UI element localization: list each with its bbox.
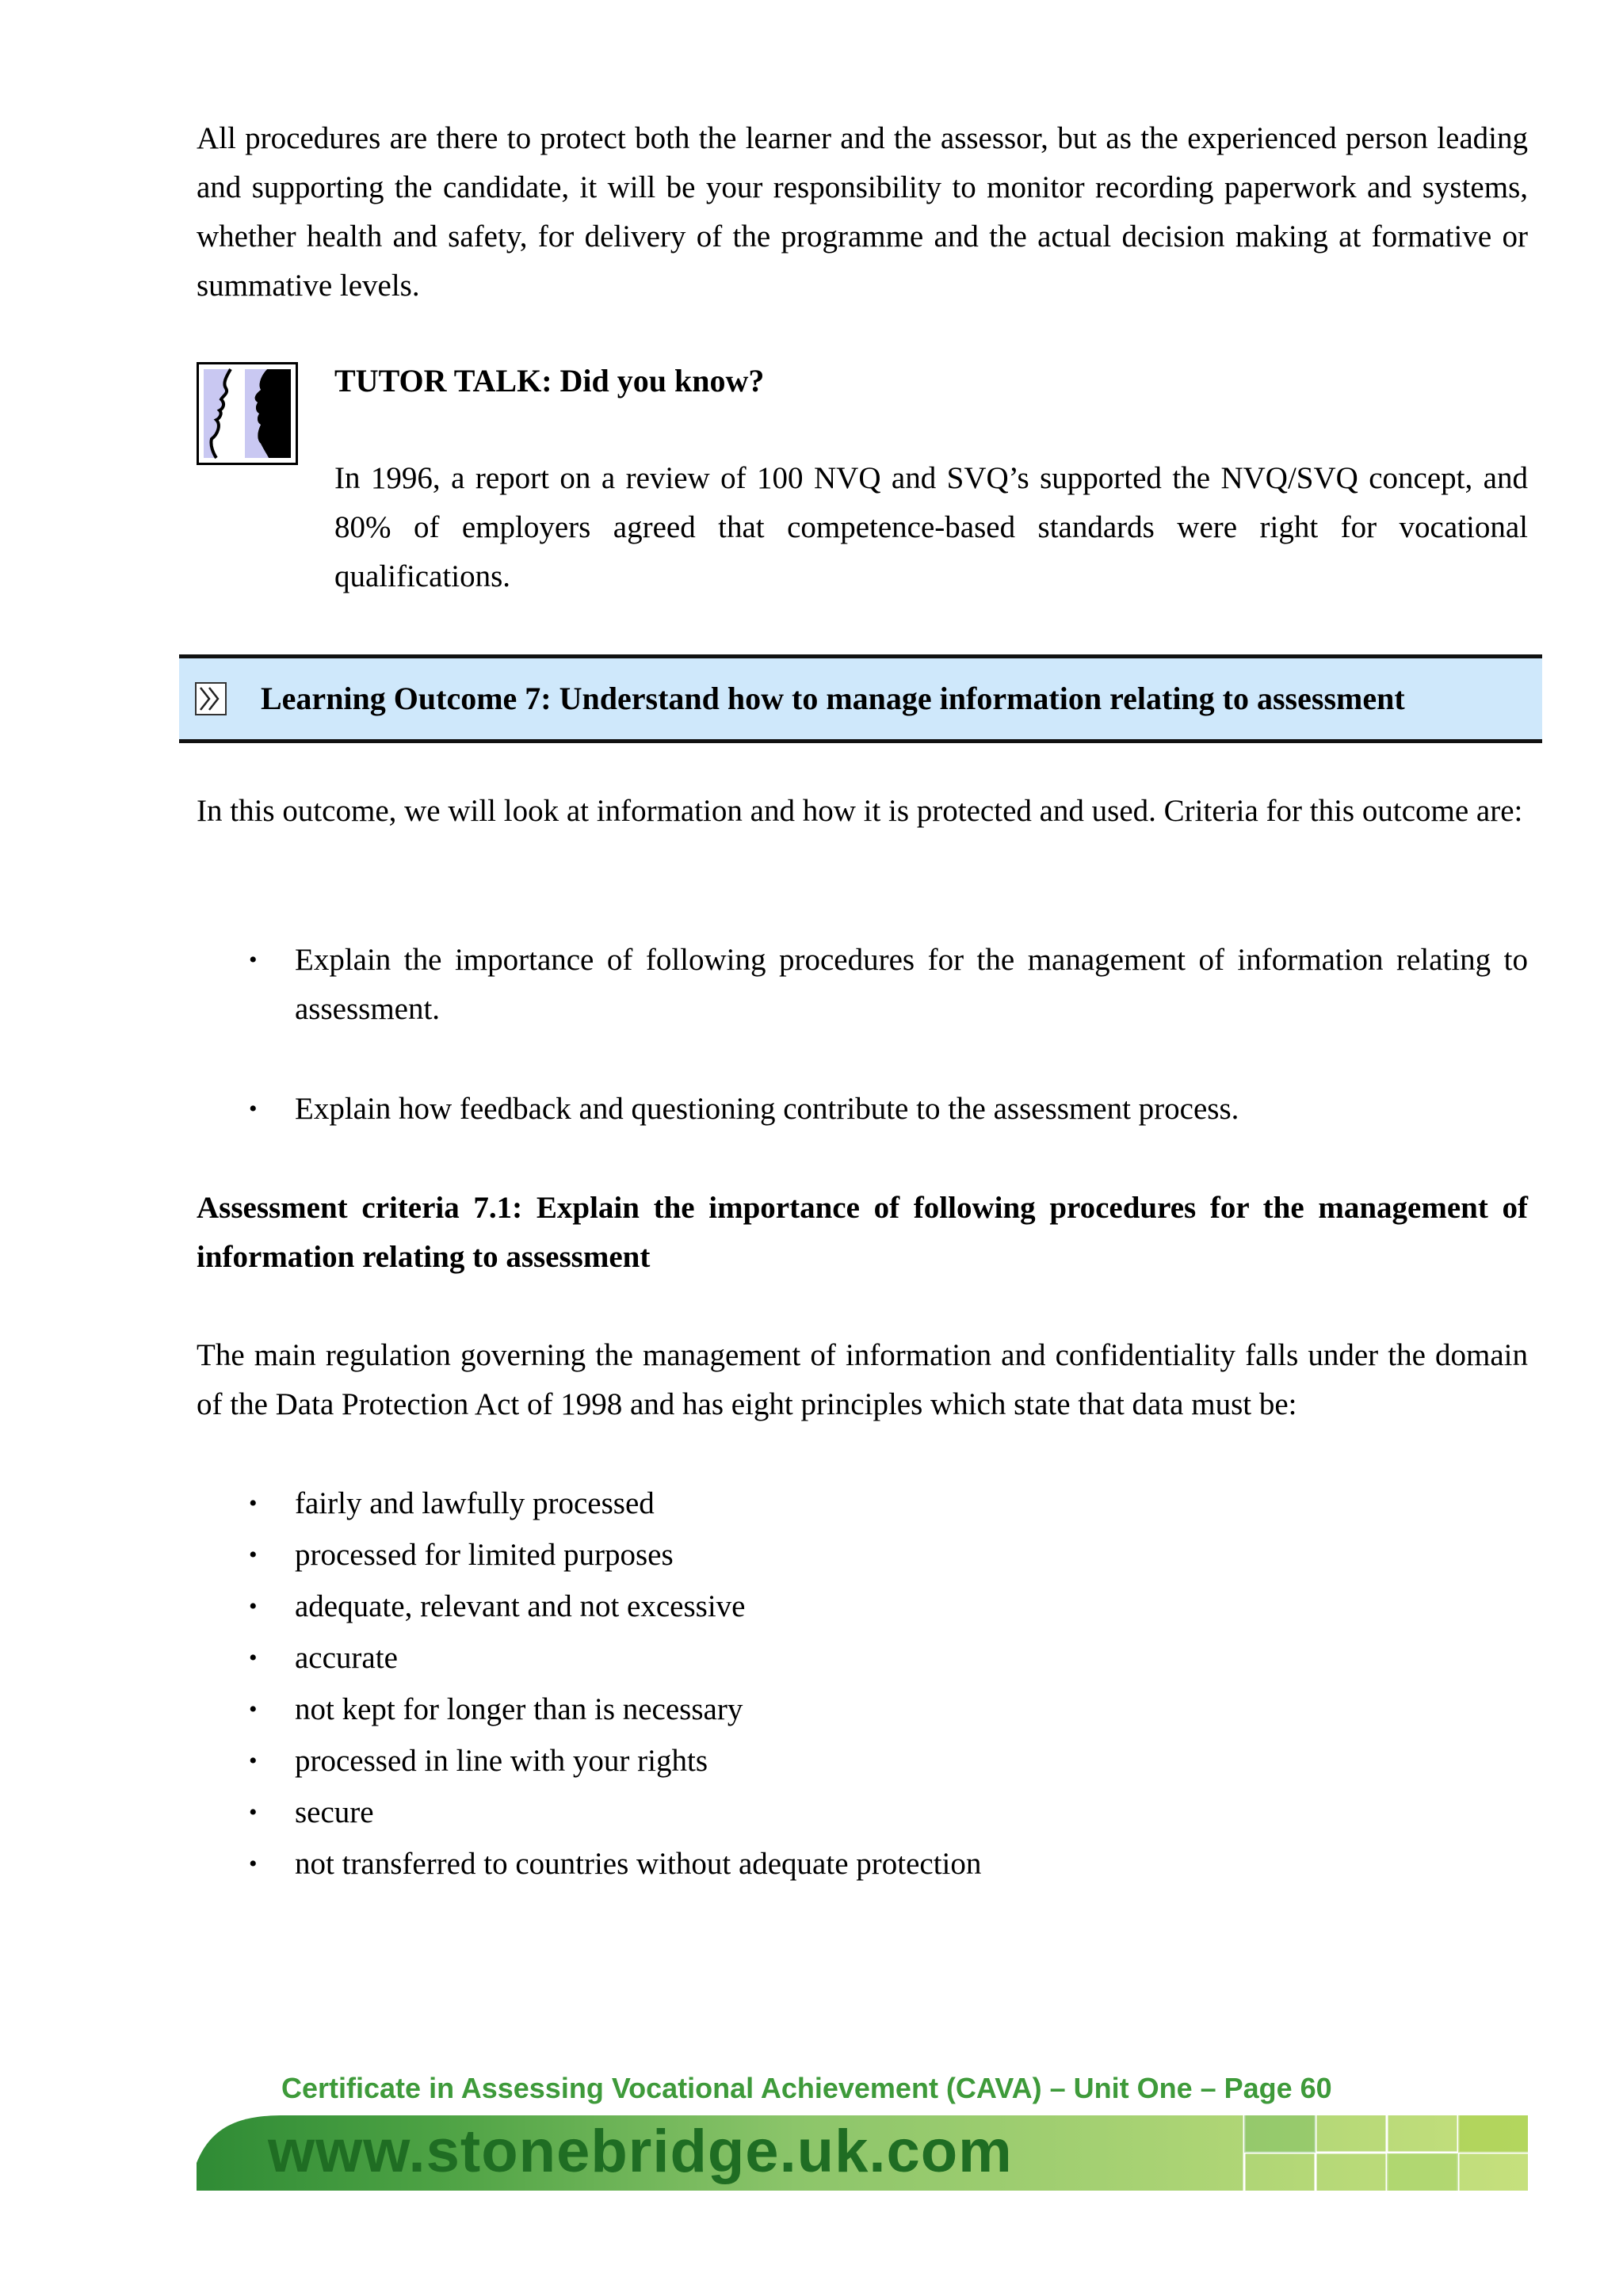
list-item: • processed in line with your rights — [197, 1735, 1528, 1787]
criteria-list-2 — [197, 1085, 1528, 1134]
bullet-icon: • — [249, 1748, 258, 1774]
bullet-icon: • — [249, 1851, 258, 1877]
bullet-icon: • — [249, 1542, 258, 1568]
list-item: • fairly and lawfully processed — [197, 1478, 1528, 1529]
list-item: • processed for limited purposes — [197, 1529, 1528, 1581]
list-item: • not kept for longer than is necessary — [197, 1684, 1528, 1735]
intro-paragraph: All procedures are there to protect both the learner and the assessor, but as the experienced person leading and supporting the candidate, it will be your responsibility to monitor recording paperwork and systems, whether health and safety, for delivery of the programme and the actual decision making at formative or summative levels. — [197, 121, 1528, 303]
bullet-icon: • — [249, 1490, 258, 1516]
list-item: • accurate — [197, 1632, 1528, 1684]
tutor-talk-title: TUTOR TALK: Did you know? — [334, 363, 765, 399]
list-item: • Explain how feedback and questioning contribute to the assessment process. — [197, 1085, 1528, 1134]
criteria-list — [197, 936, 1528, 1034]
list-item: • Explain the importance of following procedures for the management of information relating to assessment. — [197, 936, 1528, 1034]
tutor-talk-body: In 1996, a report on a review of 100 NVQ and SVQ’s supported the NVQ/SVQ concept, and 80% of employers agreed that competence-based standards were right for vocational qualifications. — [334, 461, 1528, 593]
list-item: • secure — [197, 1787, 1528, 1838]
bullet-icon: • — [249, 947, 258, 973]
two-faces-icon — [197, 362, 298, 465]
principles-list — [197, 1478, 1528, 1890]
list-item: • adequate, relevant and not excessive — [197, 1581, 1528, 1632]
double-chevron-icon — [195, 682, 227, 715]
list-item: • not transferred to countries without adequate protection — [197, 1838, 1528, 1890]
footer-caption: Certificate in Assessing Vocational Achievement (CAVA) – Unit One – Page 60 — [281, 2072, 1332, 2104]
bullet-icon: • — [249, 1799, 258, 1825]
outcome-intro-paragraph: In this outcome, we will look at information and how it is protected and used. Criteria for this outcome are: — [197, 794, 1523, 828]
footer-url: www.stonebridge.uk.com — [268, 2118, 1013, 2185]
assessment-criteria-heading: Assessment criteria 7.1: Explain the importance of following procedures for the management of information relating to assessment — [197, 1191, 1528, 1274]
regulation-paragraph: The main regulation governing the management of information and confidentiality falls under the domain of the Data Protection Act of 1998 and has eight principles which state that data must be: — [197, 1338, 1528, 1421]
bullet-icon: • — [249, 1096, 258, 1122]
learning-outcome-banner — [179, 654, 1542, 743]
bullet-icon: • — [249, 1696, 258, 1722]
learning-outcome-title: Learning Outcome 7: Understand how to manage information relating to assessment — [261, 681, 1405, 716]
bullet-icon: • — [249, 1645, 258, 1671]
bullet-icon: • — [249, 1593, 258, 1619]
